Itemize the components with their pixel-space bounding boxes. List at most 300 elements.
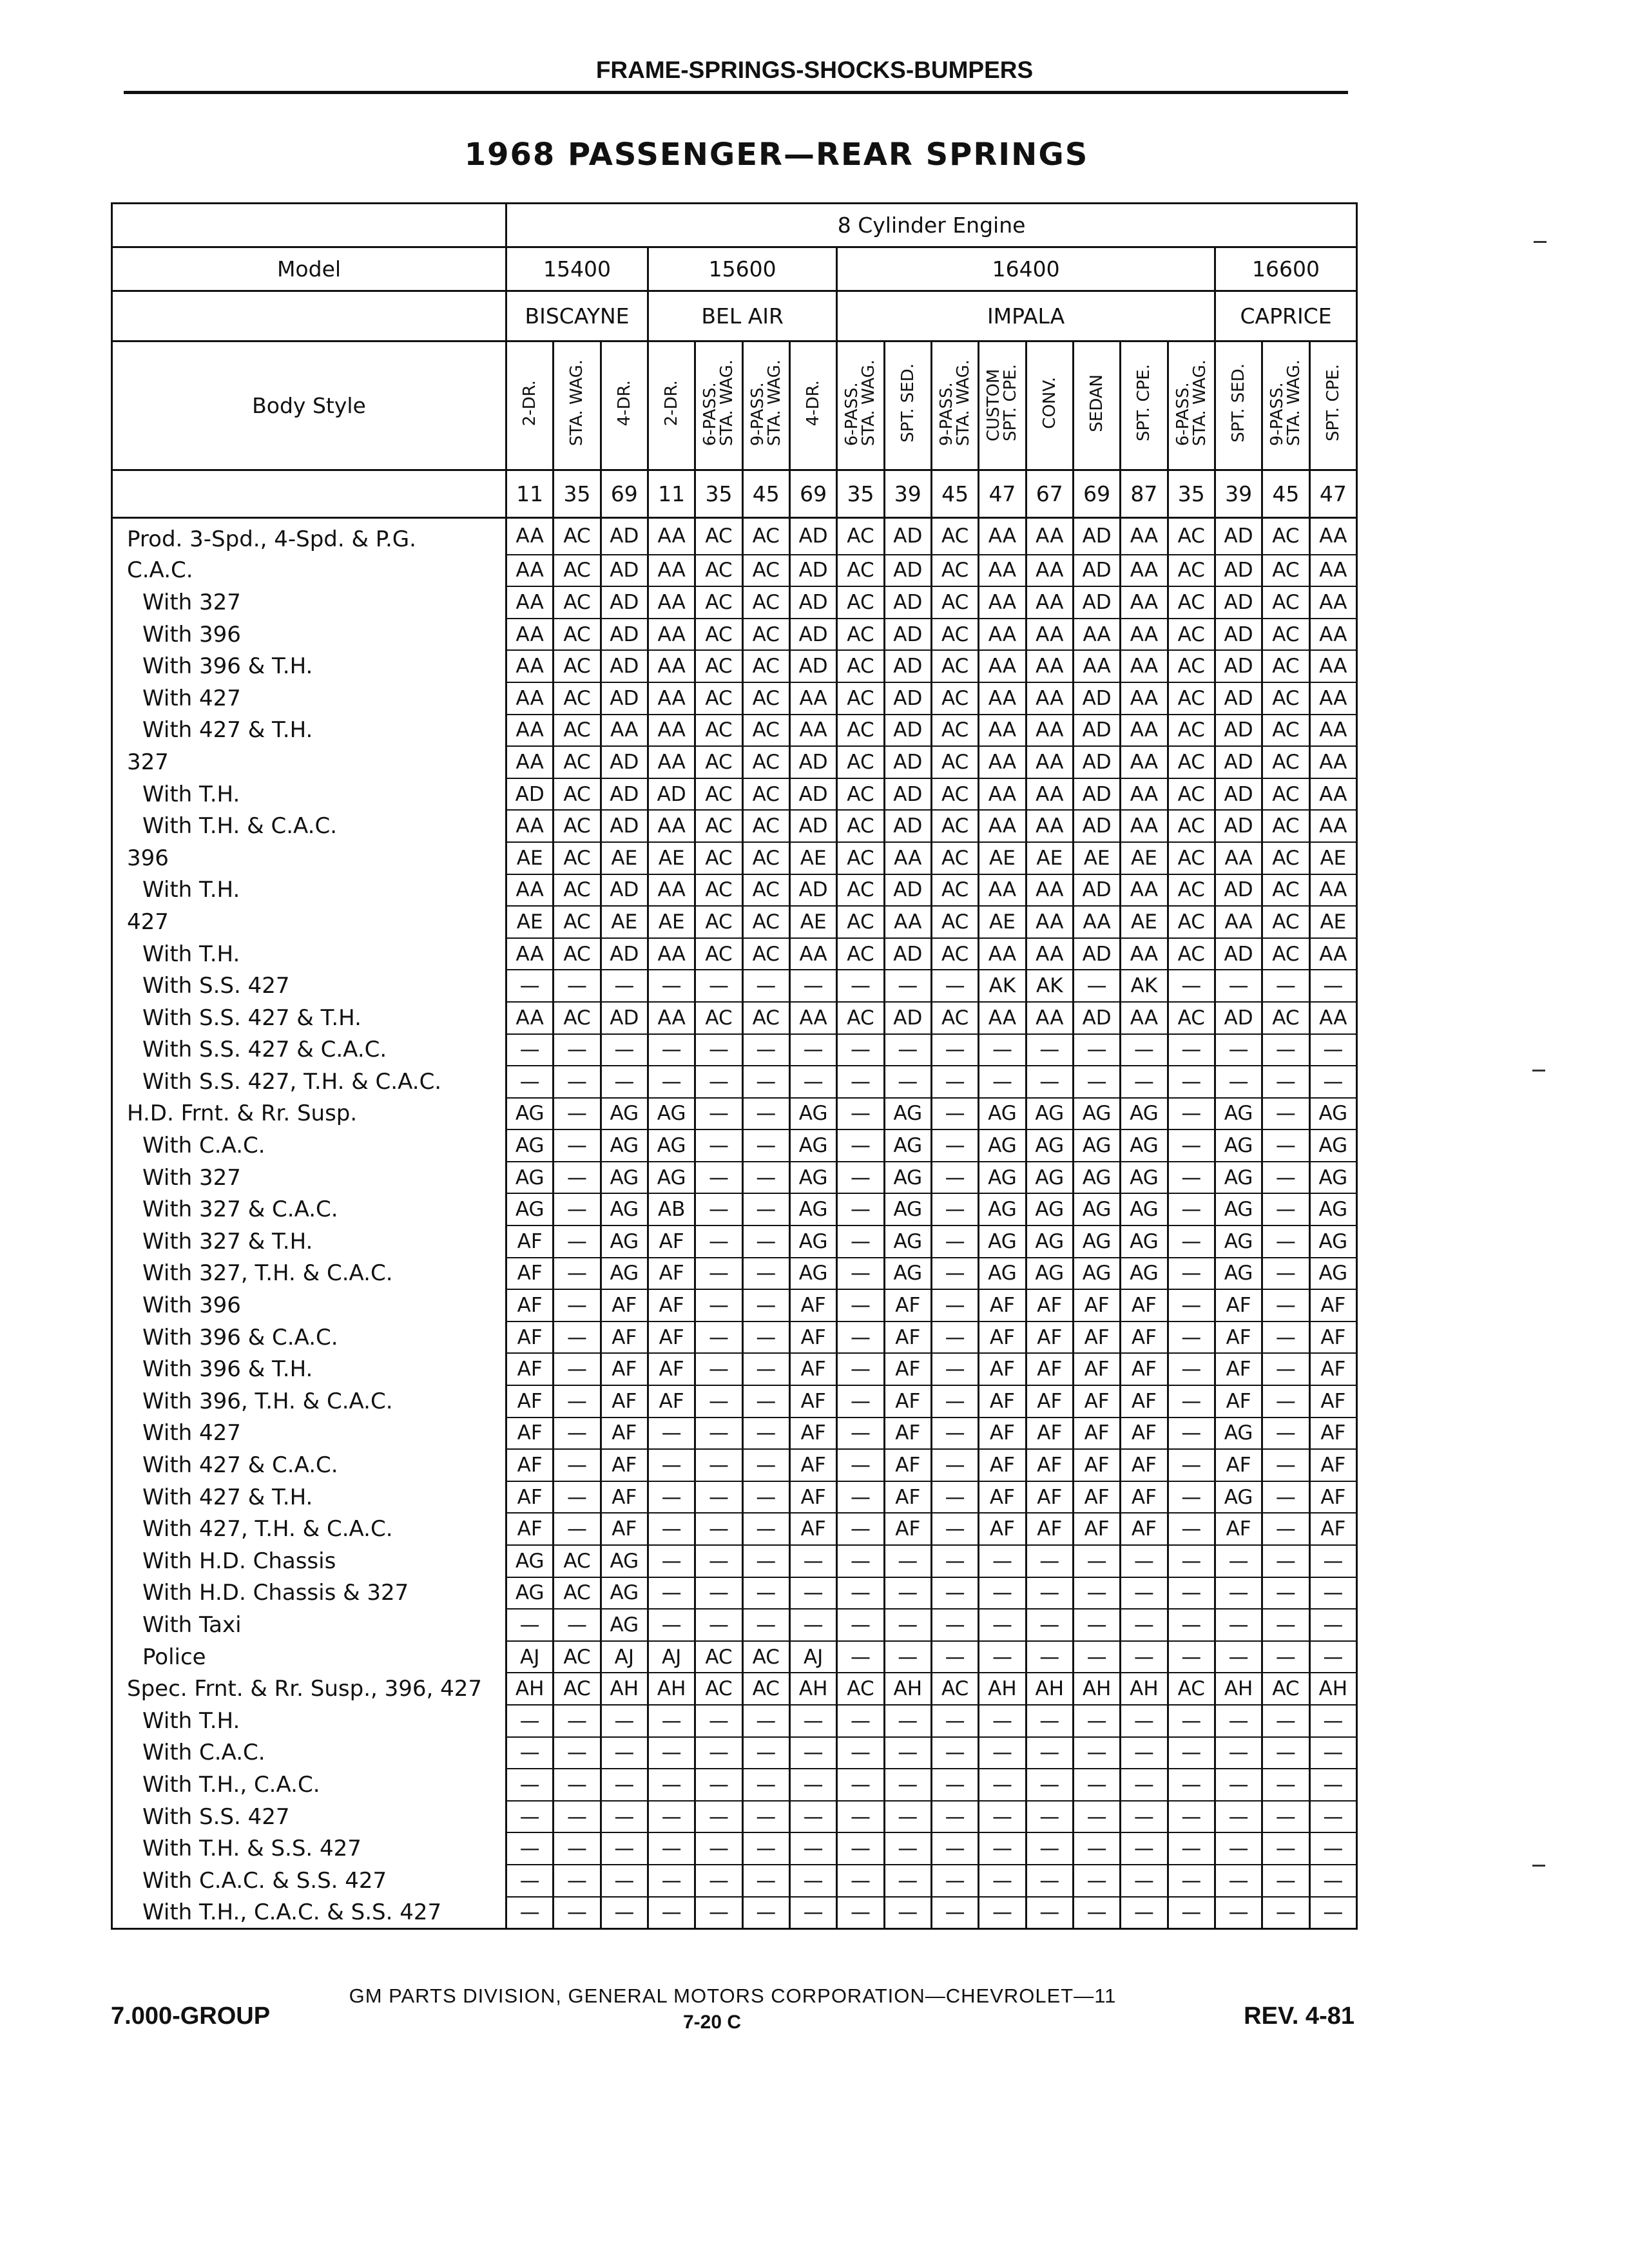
spring-code: — xyxy=(837,1545,884,1577)
spring-code: AD xyxy=(506,778,554,811)
spring-code: AF xyxy=(1026,1353,1073,1385)
spring-code: AC xyxy=(1262,938,1309,970)
spring-code: — xyxy=(554,1897,601,1929)
spring-code: — xyxy=(837,1737,884,1769)
spring-code: AF xyxy=(1215,1385,1262,1418)
row-label: With S.S. 427 xyxy=(112,1801,506,1833)
spring-code: AC xyxy=(1168,682,1215,715)
spring-code: AC xyxy=(1168,715,1215,747)
spring-code: AA xyxy=(648,715,695,747)
spring-code: AD xyxy=(1215,518,1262,555)
spring-code: AG xyxy=(601,1162,648,1194)
spring-code: — xyxy=(506,1865,554,1897)
row-label: With C.A.C. xyxy=(112,1737,506,1769)
spring-code: AA xyxy=(1026,518,1073,555)
spring-code: — xyxy=(648,1737,695,1769)
spring-code: AA xyxy=(1121,778,1168,811)
spring-code: AC xyxy=(1262,518,1309,555)
spring-code: — xyxy=(601,1865,648,1897)
spring-code: — xyxy=(506,1034,554,1066)
spring-code: AE xyxy=(506,842,554,874)
spring-code: AE xyxy=(1026,842,1073,874)
spring-code: AF xyxy=(506,1513,554,1545)
row-label: With 396 & T.H. xyxy=(112,650,506,682)
spring-code: AD xyxy=(1215,715,1262,747)
style-code: 11 xyxy=(506,470,554,518)
spring-code: AA xyxy=(979,682,1026,715)
spring-code: — xyxy=(554,1481,601,1514)
table-row xyxy=(112,746,1357,778)
spring-code: AF xyxy=(1121,1385,1168,1418)
spring-code: AA xyxy=(979,715,1026,747)
spring-code: AF xyxy=(1026,1418,1073,1450)
spring-code: AC xyxy=(742,746,789,778)
spring-code: — xyxy=(1121,1897,1168,1929)
spring-code: AA xyxy=(648,555,695,587)
style-code: 39 xyxy=(1215,470,1262,518)
spring-code: — xyxy=(1073,1832,1120,1865)
spring-code: AG xyxy=(1309,1162,1357,1194)
spring-code: AC xyxy=(742,1002,789,1034)
row-label: With H.D. Chassis xyxy=(112,1545,506,1577)
spring-code: — xyxy=(695,1162,742,1194)
spring-code: — xyxy=(1073,1577,1120,1610)
spring-code: — xyxy=(1262,1769,1309,1801)
row-label: Spec. Frnt. & Rr. Susp., 396, 427 xyxy=(112,1673,506,1705)
spring-code: — xyxy=(1262,1258,1309,1290)
spring-code: — xyxy=(554,1162,601,1194)
spring-code: AF xyxy=(601,1385,648,1418)
table-row xyxy=(112,1769,1357,1801)
style-code: 87 xyxy=(1121,470,1168,518)
spring-code: — xyxy=(695,1034,742,1066)
spring-code: — xyxy=(837,1769,884,1801)
spring-code: — xyxy=(1262,1737,1309,1769)
spring-code: — xyxy=(1168,1225,1215,1258)
spring-code: AD xyxy=(1073,746,1120,778)
spring-code: — xyxy=(1309,970,1357,1002)
spring-code: AC xyxy=(742,518,789,555)
spring-code: AC xyxy=(931,938,978,970)
spring-code: AA xyxy=(979,1002,1026,1034)
spring-code: AA xyxy=(1026,715,1073,747)
body-style-cell xyxy=(1026,341,1073,470)
body-style-cell xyxy=(1168,341,1215,470)
row-label: With 427 xyxy=(112,682,506,715)
spring-code: AF xyxy=(1026,1289,1073,1321)
spring-code: AD xyxy=(789,746,836,778)
spring-code: — xyxy=(1262,1289,1309,1321)
spring-code: — xyxy=(789,1609,836,1641)
spring-code: AA xyxy=(979,874,1026,907)
spring-code: — xyxy=(742,1609,789,1641)
spring-code: AE xyxy=(1121,842,1168,874)
spring-code: AG xyxy=(1073,1098,1120,1130)
spring-code: AA xyxy=(1026,1002,1073,1034)
spring-code: AC xyxy=(837,1673,884,1705)
spring-code: AG xyxy=(1215,1098,1262,1130)
spring-code: AA xyxy=(648,682,695,715)
spring-code: — xyxy=(1215,1577,1262,1610)
spring-code: — xyxy=(742,1289,789,1321)
spring-code: AF xyxy=(506,1225,554,1258)
spring-code: AA xyxy=(1309,586,1357,619)
spring-code: AD xyxy=(1073,586,1120,619)
spring-code: — xyxy=(742,1577,789,1610)
spring-code: AC xyxy=(837,906,884,938)
spring-code: — xyxy=(1168,1513,1215,1545)
spring-code: AC xyxy=(837,586,884,619)
spring-code: — xyxy=(979,1545,1026,1577)
spring-code: AG xyxy=(601,1129,648,1162)
spring-code: AA xyxy=(506,715,554,747)
spring-code: — xyxy=(648,970,695,1002)
style-code: 69 xyxy=(1073,470,1120,518)
spring-code: — xyxy=(837,1832,884,1865)
spring-code: — xyxy=(1215,1865,1262,1897)
spring-code: — xyxy=(979,1769,1026,1801)
spring-code: — xyxy=(931,1705,978,1737)
spring-code: AH xyxy=(884,1673,931,1705)
style-code: 47 xyxy=(979,470,1026,518)
spring-code: AG xyxy=(1121,1162,1168,1194)
spring-code: — xyxy=(837,1225,884,1258)
spring-code: AD xyxy=(884,715,931,747)
spring-code: AH xyxy=(1121,1673,1168,1705)
spring-code: — xyxy=(837,1801,884,1833)
spring-code: AF xyxy=(789,1418,836,1450)
spring-code: — xyxy=(789,1577,836,1610)
spring-code: AF xyxy=(1215,1321,1262,1354)
spring-code: AF xyxy=(979,1353,1026,1385)
spring-code: — xyxy=(648,1066,695,1098)
spring-code: — xyxy=(554,1705,601,1737)
table-row xyxy=(112,1258,1357,1290)
spring-code: — xyxy=(884,1705,931,1737)
spring-code: — xyxy=(1168,1481,1215,1514)
spring-code: AF xyxy=(1026,1481,1073,1514)
spring-code: AC xyxy=(837,842,884,874)
body-style-text: 9-PASS. STA. WAG. xyxy=(937,360,974,447)
spring-code: AC xyxy=(1168,874,1215,907)
table-row xyxy=(112,1225,1357,1258)
spring-code: AD xyxy=(789,650,836,682)
spring-code: AC xyxy=(931,906,978,938)
spring-code: AD xyxy=(1215,810,1262,842)
table-row xyxy=(112,778,1357,811)
spring-code: — xyxy=(648,1801,695,1833)
spring-code: AF xyxy=(1073,1481,1120,1514)
spring-code: AC xyxy=(554,619,601,651)
spring-code: AC xyxy=(695,1002,742,1034)
spring-code: AC xyxy=(1168,1673,1215,1705)
spring-code: AA xyxy=(1309,518,1357,555)
style-code: 69 xyxy=(601,470,648,518)
spring-code: AC xyxy=(742,650,789,682)
spring-code: — xyxy=(554,970,601,1002)
row-label: With 427 xyxy=(112,1418,506,1450)
row-label: With 396 & C.A.C. xyxy=(112,1321,506,1354)
spring-code: — xyxy=(554,1193,601,1225)
spring-code: AF xyxy=(506,1289,554,1321)
spring-code: AC xyxy=(695,586,742,619)
body-style-cell xyxy=(695,341,742,470)
spring-code: — xyxy=(979,1705,1026,1737)
series-name: CAPRICE xyxy=(1215,291,1356,341)
spring-code: AC xyxy=(742,938,789,970)
row-label: Police xyxy=(112,1641,506,1673)
spring-code: AF xyxy=(601,1481,648,1514)
spring-code: — xyxy=(931,1353,978,1385)
spring-code: — xyxy=(695,1705,742,1737)
spring-code: AG xyxy=(1073,1258,1120,1290)
table-row xyxy=(112,1353,1357,1385)
spring-code: AA xyxy=(1121,682,1168,715)
spring-code: AD xyxy=(789,586,836,619)
spring-code: — xyxy=(931,1513,978,1545)
spring-code: AG xyxy=(1309,1225,1357,1258)
spring-code: — xyxy=(554,1609,601,1641)
spring-code: AG xyxy=(601,1258,648,1290)
spring-code: — xyxy=(1262,1832,1309,1865)
spring-code: AD xyxy=(601,1002,648,1034)
spring-code: AG xyxy=(884,1098,931,1130)
spring-code: AG xyxy=(1309,1129,1357,1162)
table-row xyxy=(112,810,1357,842)
spring-code: — xyxy=(1309,1769,1357,1801)
spring-code: AC xyxy=(554,778,601,811)
spring-code: — xyxy=(837,1449,884,1481)
spring-code: — xyxy=(1215,1705,1262,1737)
series-number: 16600 xyxy=(1215,247,1356,291)
style-code: 67 xyxy=(1026,470,1073,518)
spring-code: — xyxy=(648,1545,695,1577)
spring-code: — xyxy=(554,1321,601,1354)
spring-code: AF xyxy=(648,1321,695,1354)
spring-code: — xyxy=(931,1545,978,1577)
style-code: 35 xyxy=(1168,470,1215,518)
row-label: With 396, T.H. & C.A.C. xyxy=(112,1385,506,1418)
spring-code: AE xyxy=(789,842,836,874)
spring-code: — xyxy=(648,1449,695,1481)
spring-code: AF xyxy=(979,1481,1026,1514)
spring-code: AG xyxy=(1215,1481,1262,1514)
spring-code: AA xyxy=(979,938,1026,970)
margin-tick xyxy=(1532,1070,1545,1072)
spring-code: AC xyxy=(554,715,601,747)
spring-code: AA xyxy=(648,650,695,682)
spring-code: — xyxy=(601,1066,648,1098)
spring-code: — xyxy=(1026,1545,1073,1577)
spring-code: — xyxy=(1215,1545,1262,1577)
spring-code: AC xyxy=(1168,746,1215,778)
spring-code: — xyxy=(648,1832,695,1865)
spring-code: — xyxy=(1073,1641,1120,1673)
spring-code: — xyxy=(837,970,884,1002)
spring-code: AA xyxy=(1026,874,1073,907)
style-code-blank xyxy=(112,470,506,518)
spring-code: AC xyxy=(1262,555,1309,587)
spring-code: — xyxy=(979,1832,1026,1865)
spring-code: AA xyxy=(506,874,554,907)
spring-code: AG xyxy=(884,1193,931,1225)
spring-code: — xyxy=(1262,1193,1309,1225)
table-row xyxy=(112,1737,1357,1769)
spring-code: — xyxy=(554,1289,601,1321)
spring-code: — xyxy=(506,970,554,1002)
spring-code: — xyxy=(648,1513,695,1545)
spring-code: AD xyxy=(884,1002,931,1034)
spring-code: AG xyxy=(1026,1258,1073,1290)
spring-code: AF xyxy=(1121,1289,1168,1321)
table-row xyxy=(112,1673,1357,1705)
spring-code: — xyxy=(742,1385,789,1418)
spring-code: AC xyxy=(931,715,978,747)
spring-code: — xyxy=(931,1321,978,1354)
spring-code: AE xyxy=(506,906,554,938)
spring-code: AC xyxy=(837,518,884,555)
spring-code: AC xyxy=(554,518,601,555)
spring-code: — xyxy=(789,1801,836,1833)
spring-code: AC xyxy=(1262,842,1309,874)
spring-code: — xyxy=(884,1577,931,1610)
spring-code: — xyxy=(554,1418,601,1450)
spring-code: AA xyxy=(506,810,554,842)
spring-code: — xyxy=(1026,1034,1073,1066)
spring-code: AA xyxy=(1121,586,1168,619)
spring-code: AG xyxy=(979,1129,1026,1162)
spring-code: — xyxy=(554,1098,601,1130)
spring-code: AD xyxy=(601,746,648,778)
spring-code: — xyxy=(601,1801,648,1833)
spring-code: — xyxy=(931,1289,978,1321)
spring-code: — xyxy=(837,1034,884,1066)
spring-code: — xyxy=(742,1481,789,1514)
spring-code: — xyxy=(837,1162,884,1194)
spring-code: — xyxy=(837,1513,884,1545)
spring-code: AF xyxy=(1121,1449,1168,1481)
spring-code: — xyxy=(789,1832,836,1865)
table-row xyxy=(112,906,1357,938)
spring-code: — xyxy=(695,1258,742,1290)
spring-code: — xyxy=(1168,1418,1215,1450)
row-label: With T.H. xyxy=(112,1705,506,1737)
spring-code: AA xyxy=(648,938,695,970)
spring-code: AF xyxy=(1026,1449,1073,1481)
spring-code: — xyxy=(1168,1577,1215,1610)
spring-code: — xyxy=(1262,970,1309,1002)
spring-code: AC xyxy=(837,650,884,682)
spring-code: AA xyxy=(506,586,554,619)
spring-code: — xyxy=(1168,970,1215,1002)
spring-code: — xyxy=(695,1129,742,1162)
table-row xyxy=(112,586,1357,619)
table-row xyxy=(112,970,1357,1002)
row-label: With 327 & C.A.C. xyxy=(112,1193,506,1225)
spring-code: — xyxy=(837,1129,884,1162)
spring-code: AG xyxy=(506,1577,554,1610)
spring-code: — xyxy=(1073,1801,1120,1833)
row-label: With S.S. 427, T.H. & C.A.C. xyxy=(112,1066,506,1098)
spring-code: — xyxy=(554,1385,601,1418)
spring-code: AF xyxy=(1026,1513,1073,1545)
spring-code: — xyxy=(742,1353,789,1385)
spring-code: AA xyxy=(1121,746,1168,778)
spring-code: AH xyxy=(1073,1673,1120,1705)
spring-code: AH xyxy=(1215,1673,1262,1705)
spring-code: AD xyxy=(601,682,648,715)
spring-code: — xyxy=(789,1897,836,1929)
style-code: 69 xyxy=(789,470,836,518)
spring-code: — xyxy=(1026,1066,1073,1098)
spring-code: — xyxy=(695,1418,742,1450)
spring-code: AA xyxy=(1073,650,1120,682)
spring-code: — xyxy=(1309,1034,1357,1066)
series-number: 16400 xyxy=(837,247,1215,291)
spring-code: — xyxy=(789,1034,836,1066)
spring-code: AF xyxy=(884,1385,931,1418)
spring-code: AD xyxy=(884,682,931,715)
spring-code: AG xyxy=(1215,1418,1262,1450)
spring-code: — xyxy=(601,1705,648,1737)
spring-code: — xyxy=(884,1769,931,1801)
spring-code: — xyxy=(1121,1609,1168,1641)
spring-code: AG xyxy=(1121,1258,1168,1290)
spring-code: AG xyxy=(789,1258,836,1290)
row-label: With 427, T.H. & C.A.C. xyxy=(112,1513,506,1545)
spring-code: — xyxy=(506,1737,554,1769)
table-row xyxy=(112,1321,1357,1354)
spring-code: AF xyxy=(1215,1289,1262,1321)
spring-code: AA xyxy=(1026,619,1073,651)
spring-code: — xyxy=(1309,1609,1357,1641)
section-title: FRAME-SPRINGS-SHOCKS-BUMPERS xyxy=(595,57,1034,83)
spring-code: AD xyxy=(601,650,648,682)
spring-code: AF xyxy=(1121,1353,1168,1385)
row-label: With 327 & T.H. xyxy=(112,1225,506,1258)
spring-code: AG xyxy=(1026,1129,1073,1162)
spring-code: — xyxy=(1121,1769,1168,1801)
row-label: With T.H. & C.A.C. xyxy=(112,810,506,842)
spring-code: — xyxy=(648,1769,695,1801)
spring-code: — xyxy=(1073,1034,1120,1066)
spring-code: — xyxy=(695,1481,742,1514)
spring-code: — xyxy=(554,1737,601,1769)
spring-code: AC xyxy=(554,1545,601,1577)
spring-code: AF xyxy=(1309,1418,1357,1450)
spring-code: AC xyxy=(931,650,978,682)
spring-code: — xyxy=(931,1385,978,1418)
spring-code: AG xyxy=(979,1162,1026,1194)
spring-code: AC xyxy=(837,874,884,907)
spring-code: AA xyxy=(979,778,1026,811)
spring-code: — xyxy=(1073,970,1120,1002)
spring-code: AA xyxy=(648,619,695,651)
style-code: 35 xyxy=(554,470,601,518)
spring-code: AC xyxy=(554,1002,601,1034)
spring-code: — xyxy=(1262,1545,1309,1577)
table-row xyxy=(112,1801,1357,1833)
spring-code: — xyxy=(742,1193,789,1225)
spring-code: — xyxy=(837,1066,884,1098)
spring-code: AC xyxy=(554,746,601,778)
body-style-cell xyxy=(554,341,601,470)
series-name: IMPALA xyxy=(837,291,1215,341)
spring-code: — xyxy=(1026,1737,1073,1769)
spring-code: — xyxy=(1215,1066,1262,1098)
series-name-blank xyxy=(112,291,506,341)
spring-code: — xyxy=(648,1865,695,1897)
